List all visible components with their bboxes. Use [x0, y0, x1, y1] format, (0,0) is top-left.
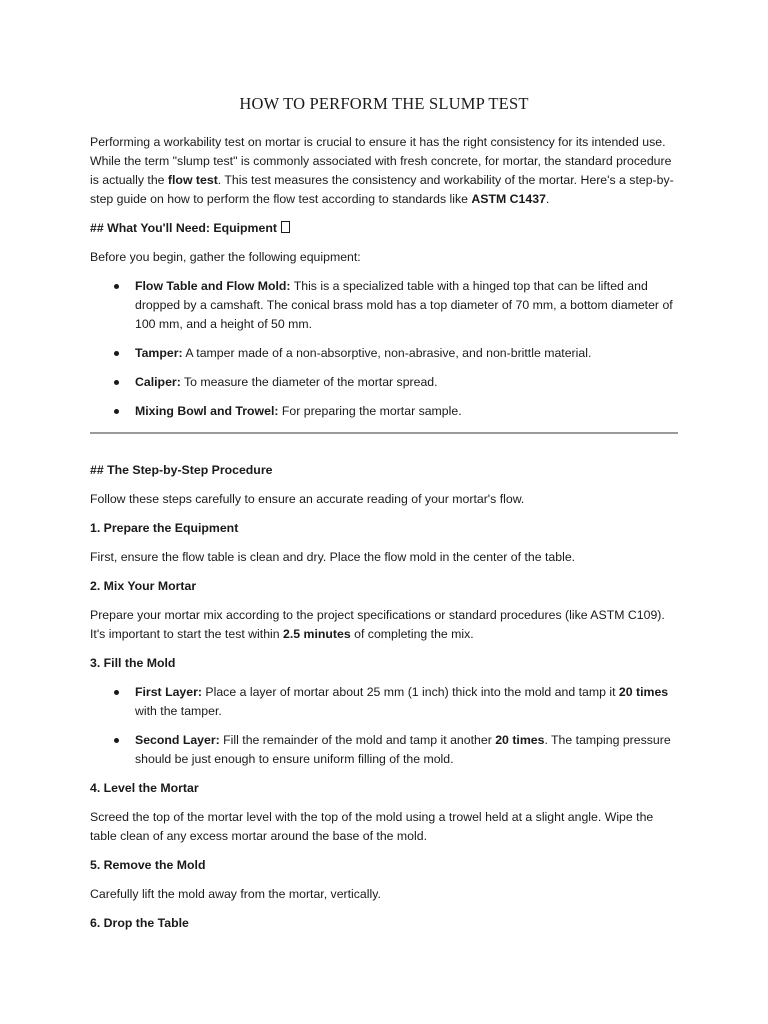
list-item: Caliper: To measure the diameter of the mortar spread. [90, 373, 678, 392]
bullet-icon [114, 380, 119, 385]
equipment-list [90, 277, 678, 421]
intro-text-3: . [545, 192, 550, 206]
step-2-text: Prepare your mortar mix according to the project specifications or standard procedures (like ASTM C109). It's important to start the test within 2.5 minutes of completing the mix. [90, 608, 665, 641]
equipment-heading [90, 219, 678, 238]
intro-text-2: . This test measures the consistency and workability of the mortar. Here's a step-by-step guide on how to perform the flow test according to standards like [90, 173, 674, 206]
equipment-heading-text: ## What You'll Need: Equipment [90, 221, 277, 235]
step-4-text: Screed the top of the mortar level with the top of the mold using a trowel held at a slight angle. Wipe the table clean of any excess mortar around the base of the mold. [90, 810, 654, 843]
intro-bold-flow-test: flow test [167, 173, 218, 187]
bullet-icon [114, 351, 119, 356]
step-3-title: 3. Fill the Mold [90, 656, 176, 670]
intro-bold-astm: ASTM C1437 [471, 192, 546, 206]
bullet-icon [114, 284, 119, 289]
document-title: HOW TO PERFORM THE SLUMP TEST [239, 94, 529, 113]
bullet-icon [114, 690, 119, 695]
step-3-list [90, 683, 678, 769]
step-1-title: 1. Prepare the Equipment [90, 521, 239, 535]
step-5-title: 5. Remove the Mold [90, 858, 206, 872]
bullet-icon [114, 409, 119, 414]
procedure-lead: Follow these steps carefully to ensure an accurate reading of your mortar's flow. [90, 492, 525, 506]
list-item: Tamper: A tamper made of a non-absorptive, non-abrasive, and non-brittle material. [90, 344, 678, 363]
bullet-icon [114, 738, 119, 743]
missing-glyph-icon [281, 221, 290, 233]
step-6-title: 6. Drop the Table [90, 916, 189, 930]
intro-paragraph [90, 133, 678, 209]
step-2-title: 2. Mix Your Mortar [90, 579, 197, 593]
intro-text-1: Performing a workability test on mortar is crucial to ensure it has the right consistency for its intended use. While the term "slump test" is commonly associated with fresh concrete, for mortar, the standard procedure is actually the [90, 135, 672, 187]
list-item: Flow Table and Flow Mold: This is a specialized table with a hinged top that can be lifted and dropped by a camshaft. The conical brass mold has a top diameter of 70 mm, a bottom diameter of 100 mm, and a height of 50 mm. [90, 277, 678, 334]
procedure-heading: ## The Step-by-Step Procedure [90, 463, 273, 477]
step-1-text: First, ensure the flow table is clean and dry. Place the flow mold in the center of the table. [90, 550, 576, 564]
horizontal-divider [90, 432, 678, 434]
step-5-text: Carefully lift the mold away from the mortar, vertically. [90, 887, 381, 901]
list-item: Mixing Bowl and Trowel: For preparing the mortar sample. [90, 402, 678, 421]
list-item: First Layer: Place a layer of mortar about 25 mm (1 inch) thick into the mold and tamp it 20 times with the tamper. [90, 683, 678, 721]
equipment-lead: Before you begin, gather the following equipment: [90, 250, 361, 264]
list-item: Second Layer: Fill the remainder of the mold and tamp it another 20 times. The tamping pressure should be just enough to ensure uniform filling of the mold. [90, 731, 678, 769]
step-4-title: 4. Level the Mortar [90, 781, 199, 795]
